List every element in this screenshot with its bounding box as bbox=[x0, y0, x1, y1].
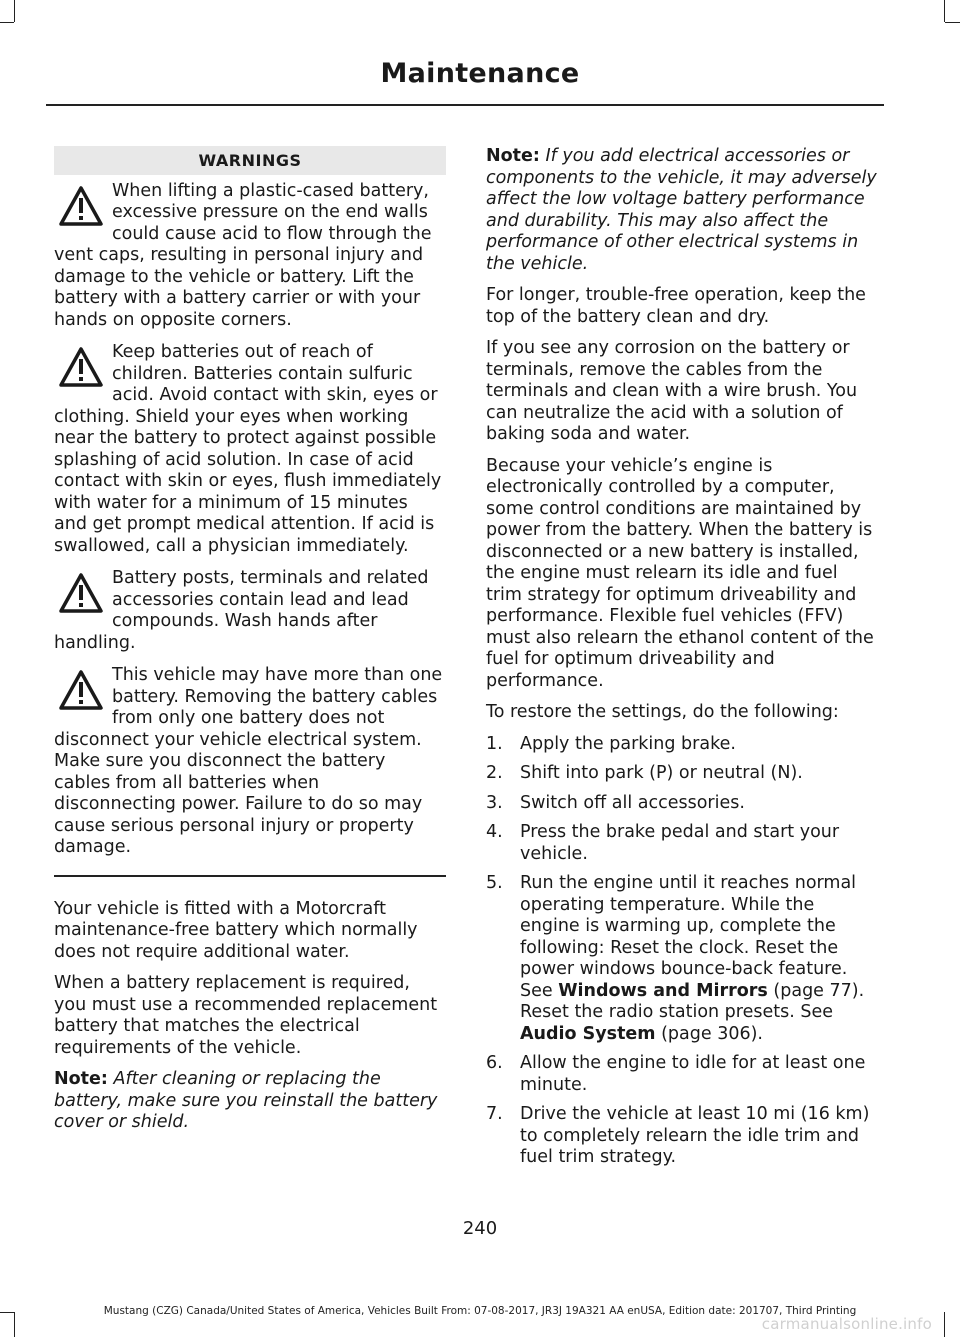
step-text bbox=[520, 873, 864, 1044]
warning-text: Battery posts, terminals and related accessories contain lead and lead compounds. Wash hands after handling. bbox=[54, 568, 429, 653]
body-paragraph: When a battery replacement is required, you must use a recommended replacement battery that matches the electrical requirements of the vehicle. bbox=[54, 973, 438, 1058]
step-number: 4. bbox=[486, 822, 503, 842]
footer-text: Mustang (CZG) Canada/United States of America, Vehicles Built From: 07-08-2017, JR3J 19A321 AA enUSA, Edition date: 201707, Third Printing bbox=[103, 1305, 857, 1317]
step-text: Apply the parking brake. bbox=[520, 733, 736, 754]
step-number: 2. bbox=[486, 763, 503, 783]
warning-triangle-icon bbox=[56, 181, 106, 237]
crop-mark bbox=[944, 0, 945, 22]
step-text: Drive the vehicle at least 10 mi (16 km) to completely relearn the idle trim and fuel trim strategy. bbox=[520, 1104, 870, 1167]
warnings-heading: WARNINGS bbox=[54, 146, 446, 175]
step-text: Press the brake pedal and start your vehicle. bbox=[520, 822, 840, 864]
crop-mark bbox=[0, 22, 14, 23]
step-number: 1. bbox=[486, 733, 503, 754]
step-number: 7. bbox=[486, 1104, 503, 1124]
restore-steps-list bbox=[486, 734, 878, 1169]
crop-mark bbox=[945, 22, 960, 23]
xref-windows-and-mirrors[interactable]: Windows and Mirrors bbox=[558, 980, 768, 1001]
left-column bbox=[54, 146, 446, 1144]
step-text: Switch off all accessories. bbox=[520, 792, 745, 813]
note-label: Note: bbox=[54, 1069, 108, 1089]
warning-triangle-icon bbox=[56, 665, 106, 721]
body-paragraph: Because your vehicle’s engine is electronically controlled by a computer, some control conditions are maintained by power from the battery. When the battery is disconnected or a new battery is installed, the engine must relearn its idle and fuel trim strategy for optimum driveability and performance. Flexible fuel vehicles (FFV) must also relearn the ethanol content of the fuel for optimum driveability and performance. bbox=[486, 455, 874, 691]
step-number: 6. bbox=[486, 1053, 503, 1073]
warning-triangle-icon bbox=[56, 568, 106, 624]
step-text-part: Run the engine until it reaches normal operating temperature. While the engine is warming up, complete the following: Reset the clock. Reset the power windows bounce-back feature. See bbox=[520, 873, 857, 1001]
warning-item bbox=[54, 665, 446, 859]
warning-item bbox=[54, 568, 446, 654]
step-number: 3. bbox=[486, 792, 503, 813]
warning-item bbox=[54, 181, 446, 332]
list-item bbox=[486, 873, 878, 1045]
page-reference: (page 77). bbox=[767, 980, 865, 1001]
watermark-text: carmanualsonline.info bbox=[761, 1315, 932, 1333]
page-title: Maintenance bbox=[380, 58, 580, 89]
warning-triangle-icon bbox=[56, 342, 106, 398]
header-divider bbox=[46, 104, 884, 106]
list-item bbox=[486, 793, 878, 815]
note-paragraph bbox=[54, 1069, 446, 1134]
page-reference: (page 306). bbox=[655, 1023, 763, 1044]
warnings-divider bbox=[54, 875, 446, 877]
note-text: If you add electrical accessories or components to the vehicle, it may adversely affect the low voltage battery performance and durability. This may also affect the performance of other electrical systems in the vehicle. bbox=[486, 146, 877, 274]
step-text: Shift into park (P) or neutral (N). bbox=[520, 763, 803, 783]
list-item bbox=[486, 734, 878, 756]
warning-text: When lifting a plastic-cased battery, excessive pressure on the end walls could cause acid to flow through the vent caps, resulting in personal injury and damage to the vehicle or battery. Lift the battery with a battery carrier or with your hands on opposite corners. bbox=[54, 180, 432, 330]
body-paragraph: For longer, trouble-free operation, keep the top of the battery clean and dry. bbox=[486, 285, 866, 327]
step-text-part: Reset the radio station presets. See bbox=[520, 1002, 833, 1022]
xref-audio-system[interactable]: Audio System bbox=[520, 1023, 656, 1044]
crop-mark bbox=[14, 0, 15, 22]
warning-item bbox=[54, 342, 446, 557]
warning-text: Keep batteries out of reach of children. Batteries contain sulfuric acid. Avoid contact with skin, eyes or clothing. Shield your eyes when working near the battery to protect against possible splashing of acid solution. In case of acid contact with skin or eyes, flush immediately with water for a minimum of 15 minutes and get prompt medical attention. If acid is swallowed, call a physician immediately. bbox=[54, 342, 442, 556]
note-paragraph bbox=[486, 146, 878, 275]
step-number: 5. bbox=[486, 873, 503, 893]
right-column bbox=[486, 146, 878, 1177]
body-paragraph: Your vehicle is fitted with a Motorcraft maintenance-free battery which normally does not require additional water. bbox=[54, 898, 418, 962]
warning-text: This vehicle may have more than one battery. Removing the battery cables from only one battery does not disconnect your vehicle electrical system. Make sure you disconnect the battery cables from all batteries when disconnecting power. Failure to do so may cause serious personal injury or property damage. bbox=[54, 665, 443, 857]
list-item bbox=[486, 822, 878, 865]
page-number: 240 bbox=[462, 1218, 498, 1239]
list-item bbox=[486, 763, 878, 785]
list-item bbox=[486, 1053, 878, 1096]
body-paragraph: To restore the settings, do the following: bbox=[486, 702, 839, 722]
list-item bbox=[486, 1104, 878, 1169]
body-paragraph: If you see any corrosion on the battery or terminals, remove the cables from the terminals and clean with a wire brush. You can neutralize the acid with a solution of baking soda and water. bbox=[486, 338, 858, 444]
note-text: After cleaning or replacing the battery, make sure you reinstall the battery cover or shield. bbox=[54, 1069, 438, 1132]
step-text: Allow the engine to idle for at least one minute. bbox=[520, 1053, 866, 1095]
note-label: Note: bbox=[486, 146, 540, 166]
